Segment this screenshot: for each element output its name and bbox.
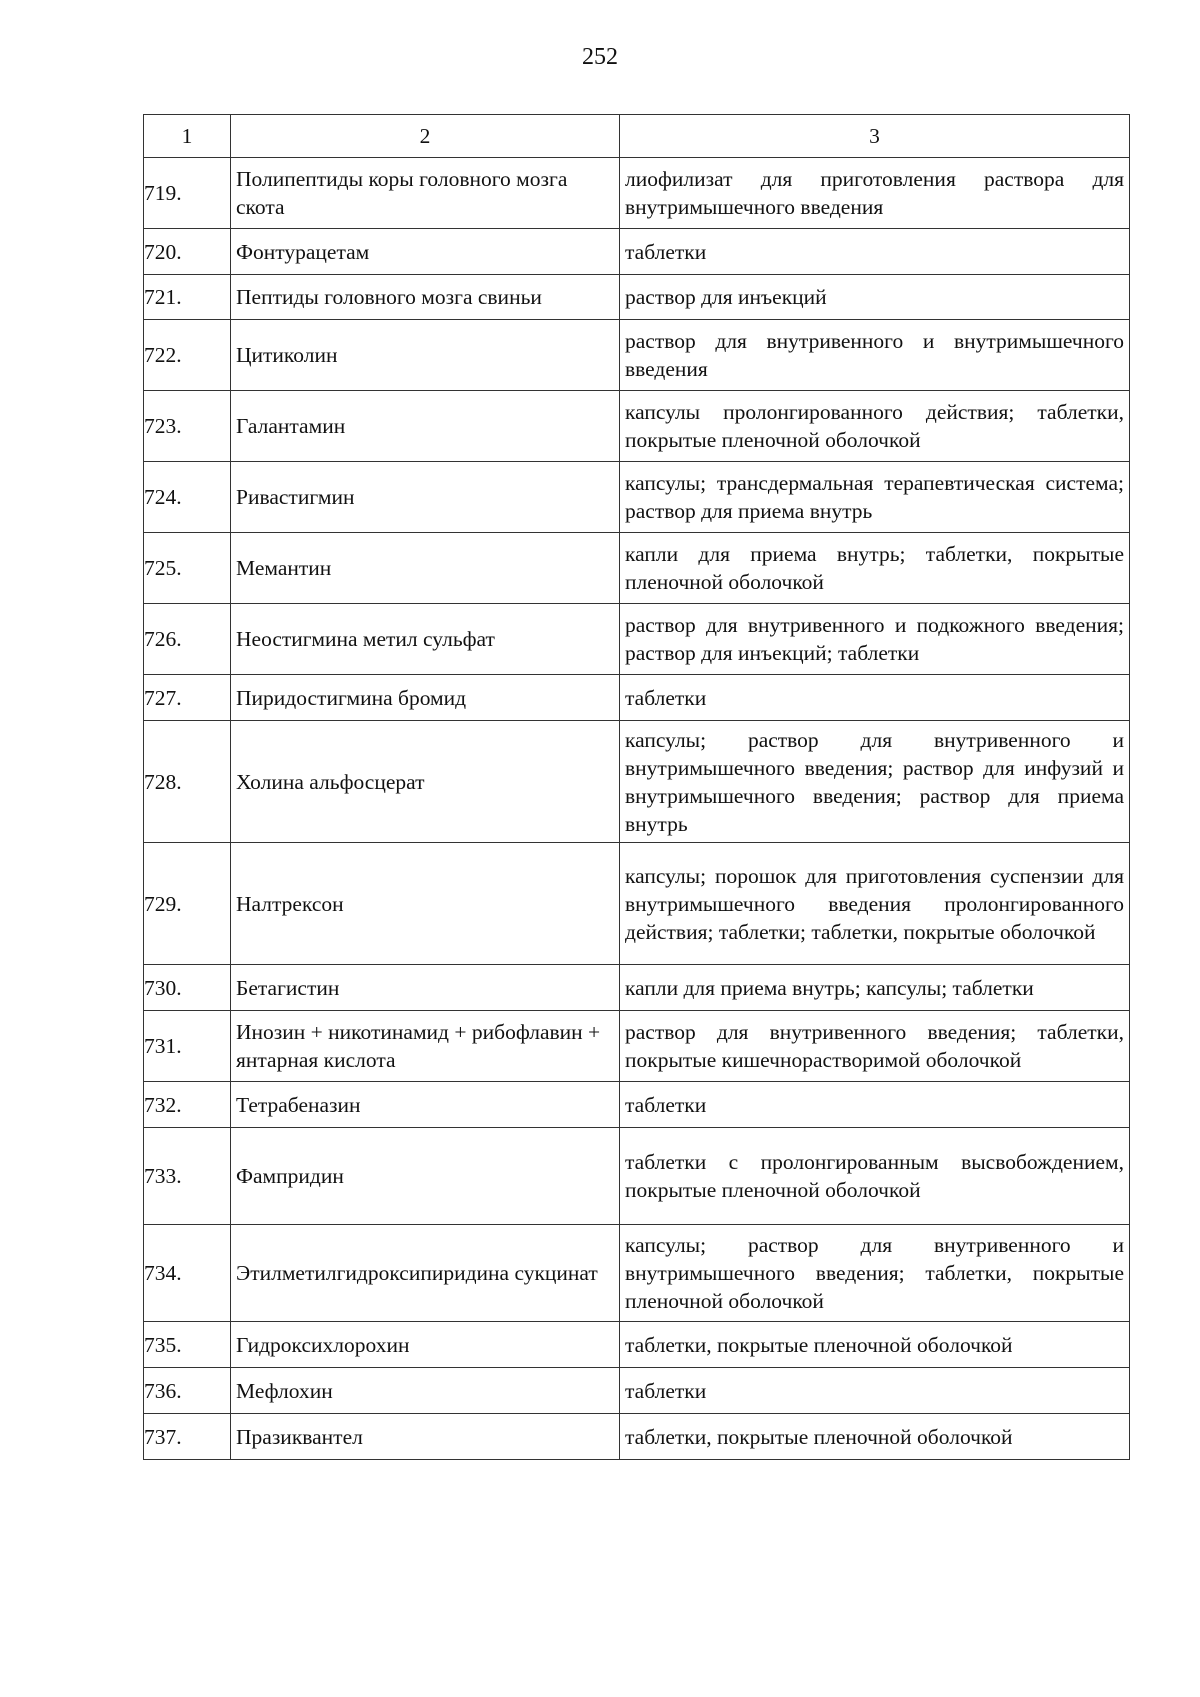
header-col-3: 3 bbox=[620, 115, 1130, 158]
row-number: 729. bbox=[144, 843, 231, 965]
table-row bbox=[144, 391, 1130, 462]
dosage-form: лиофилизат для приготовления раствора для внутримышечного введения bbox=[620, 158, 1130, 229]
row-number: 727. bbox=[144, 675, 231, 721]
row-number: 726. bbox=[144, 604, 231, 675]
table-row bbox=[144, 158, 1130, 229]
dosage-form: таблетки с пролонгированным высвобождением, покрытые пленочной оболочкой bbox=[620, 1128, 1130, 1225]
table-row bbox=[144, 1322, 1130, 1368]
row-number: 730. bbox=[144, 965, 231, 1011]
table-row bbox=[144, 229, 1130, 275]
dosage-form: таблетки bbox=[620, 675, 1130, 721]
drug-name: Галантамин bbox=[231, 391, 620, 462]
drug-name: Фампридин bbox=[231, 1128, 620, 1225]
drug-name: Цитиколин bbox=[231, 320, 620, 391]
table-row bbox=[144, 604, 1130, 675]
table-row bbox=[144, 1011, 1130, 1082]
table-row bbox=[144, 320, 1130, 391]
dosage-form: таблетки bbox=[620, 229, 1130, 275]
table-row bbox=[144, 1368, 1130, 1414]
table-row bbox=[144, 1414, 1130, 1460]
row-number: 719. bbox=[144, 158, 231, 229]
table-row bbox=[144, 965, 1130, 1011]
drug-name: Фонтурацетам bbox=[231, 229, 620, 275]
row-number: 722. bbox=[144, 320, 231, 391]
dosage-form: капсулы; раствор для внутривенного и внутримышечного введения; таблетки, покрытые пленочной оболочкой bbox=[620, 1225, 1130, 1322]
drug-name: Налтрексон bbox=[231, 843, 620, 965]
page-number: 252 bbox=[582, 44, 618, 70]
dosage-form: капли для приема внутрь; капсулы; таблетки bbox=[620, 965, 1130, 1011]
dosage-form: таблетки, покрытые пленочной оболочкой bbox=[620, 1322, 1130, 1368]
drug-name: Мефлохин bbox=[231, 1368, 620, 1414]
drug-name: Пиридостигмина бромид bbox=[231, 675, 620, 721]
drug-name: Гидроксихлорохин bbox=[231, 1322, 620, 1368]
dosage-form: капли для приема внутрь; таблетки, покрытые пленочной оболочкой bbox=[620, 533, 1130, 604]
row-number: 724. bbox=[144, 462, 231, 533]
header-col-1: 1 bbox=[144, 115, 231, 158]
drug-name: Пептиды головного мозга свиньи bbox=[231, 275, 620, 320]
table-row bbox=[144, 721, 1130, 843]
table-row bbox=[144, 275, 1130, 320]
table-row bbox=[144, 533, 1130, 604]
drug-name: Тетрабеназин bbox=[231, 1082, 620, 1128]
row-number: 721. bbox=[144, 275, 231, 320]
table-row bbox=[144, 675, 1130, 721]
dosage-form: таблетки bbox=[620, 1082, 1130, 1128]
row-number: 728. bbox=[144, 721, 231, 843]
dosage-form: таблетки bbox=[620, 1368, 1130, 1414]
dosage-form: раствор для внутривенного введения; таблетки, покрытые кишечнорастворимой оболочкой bbox=[620, 1011, 1130, 1082]
drug-name: Полипептиды коры головного мозга скота bbox=[231, 158, 620, 229]
dosage-form: таблетки, покрытые пленочной оболочкой bbox=[620, 1414, 1130, 1460]
row-number: 734. bbox=[144, 1225, 231, 1322]
drug-name: Инозин + никотинамид + рибофлавин + янтарная кислота bbox=[231, 1011, 620, 1082]
row-number: 733. bbox=[144, 1128, 231, 1225]
table-row bbox=[144, 1225, 1130, 1322]
dosage-form: капсулы; раствор для внутривенного и внутримышечного введения; раствор для инфузий и внутримышечного введения; раствор для приема внутрь bbox=[620, 721, 1130, 843]
drug-name: Бетагистин bbox=[231, 965, 620, 1011]
drug-name: Празиквантел bbox=[231, 1414, 620, 1460]
drug-table bbox=[143, 114, 1130, 1460]
table-row bbox=[144, 462, 1130, 533]
table-row bbox=[144, 1082, 1130, 1128]
table-row bbox=[144, 1128, 1130, 1225]
row-number: 731. bbox=[144, 1011, 231, 1082]
dosage-form: раствор для внутривенного и внутримышечного введения bbox=[620, 320, 1130, 391]
dosage-form: капсулы; трансдермальная терапевтическая система; раствор для приема внутрь bbox=[620, 462, 1130, 533]
dosage-form: капсулы; порошок для приготовления суспензии для внутримышечного введения пролонгированного действия; таблетки; таблетки, покрытые оболочкой bbox=[620, 843, 1130, 965]
row-number: 732. bbox=[144, 1082, 231, 1128]
row-number: 735. bbox=[144, 1322, 231, 1368]
header-col-2: 2 bbox=[231, 115, 620, 158]
row-number: 725. bbox=[144, 533, 231, 604]
drug-name: Ривастигмин bbox=[231, 462, 620, 533]
drug-name: Неостигмина метил сульфат bbox=[231, 604, 620, 675]
dosage-form: раствор для инъекций bbox=[620, 275, 1130, 320]
dosage-form: капсулы пролонгированного действия; таблетки, покрытые пленочной оболочкой bbox=[620, 391, 1130, 462]
row-number: 737. bbox=[144, 1414, 231, 1460]
row-number: 736. bbox=[144, 1368, 231, 1414]
drug-name: Мемантин bbox=[231, 533, 620, 604]
dosage-form: раствор для внутривенного и подкожного введения; раствор для инъекций; таблетки bbox=[620, 604, 1130, 675]
row-number: 723. bbox=[144, 391, 231, 462]
drug-name: Холина альфосцерат bbox=[231, 721, 620, 843]
header-row bbox=[144, 115, 1130, 158]
table-row bbox=[144, 843, 1130, 965]
drug-name: Этилметилгидроксипиридина сукцинат bbox=[231, 1225, 620, 1322]
row-number: 720. bbox=[144, 229, 231, 275]
table-header bbox=[144, 115, 1130, 158]
